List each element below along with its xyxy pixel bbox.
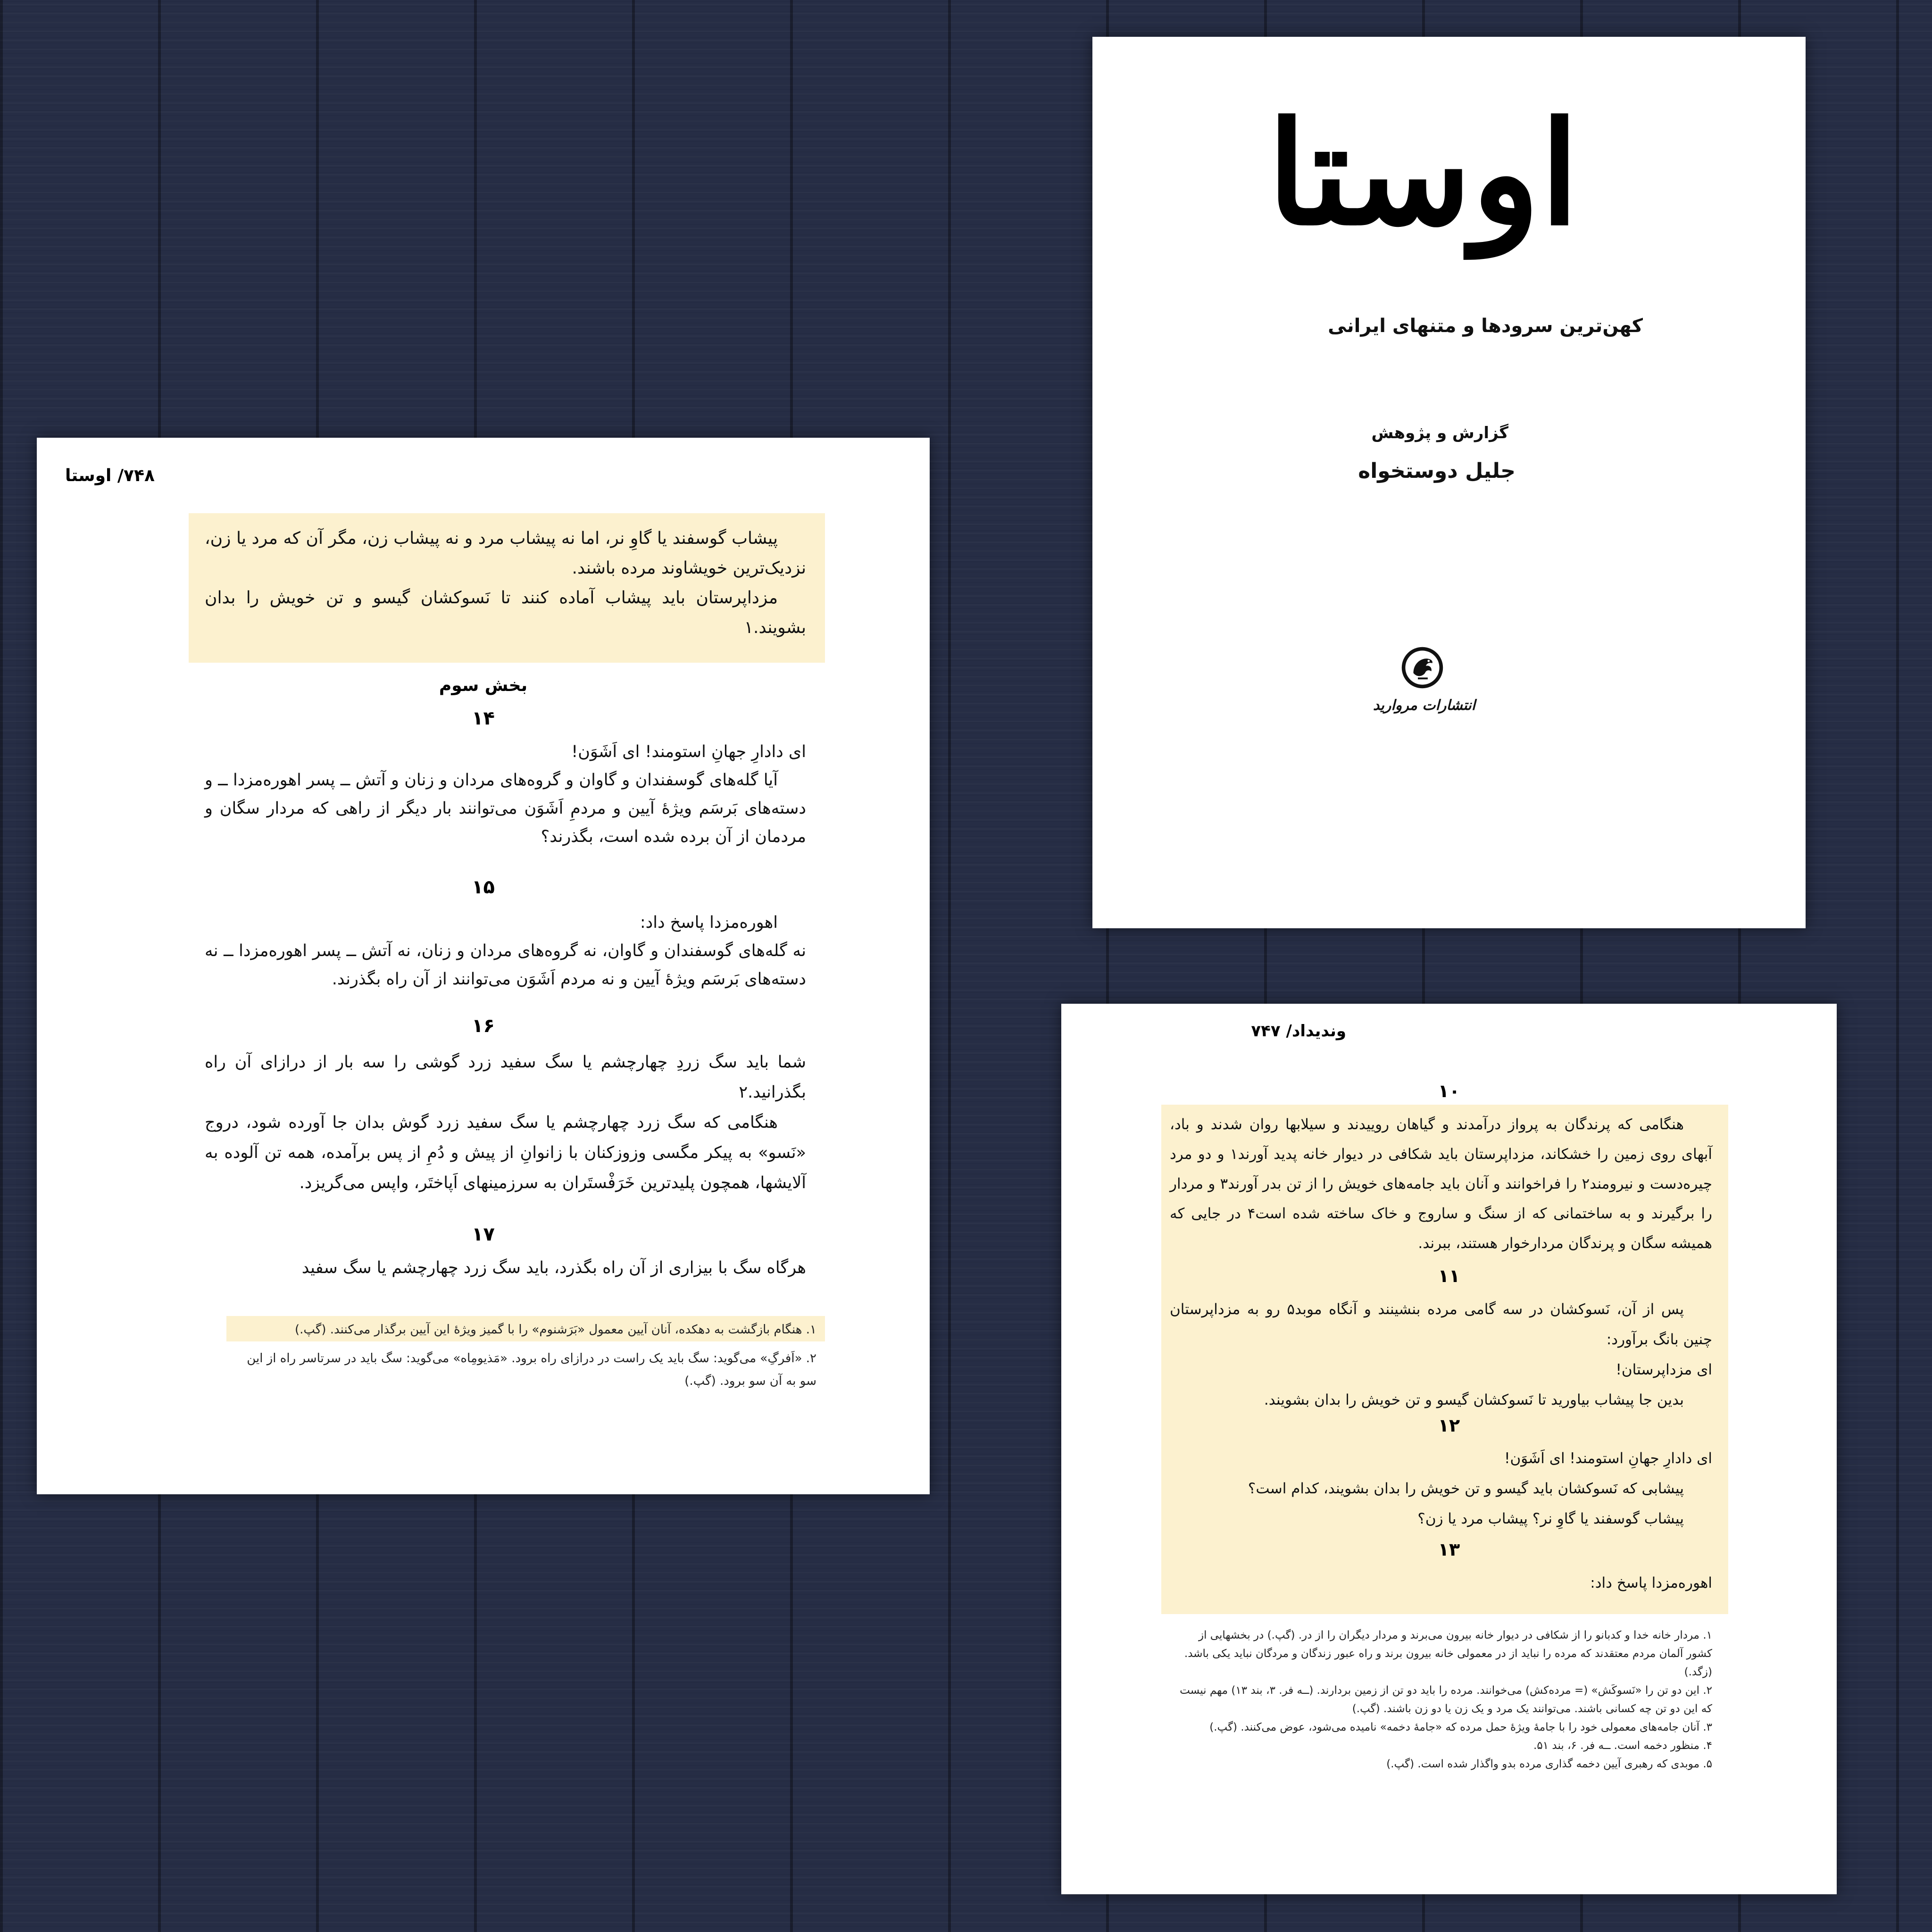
publisher-name: انتشارات مروارید (1373, 697, 1475, 714)
section-heading: بخش سوم (439, 676, 528, 695)
footnote-text: ۲. «اَفرگِ» می‌گوید: سگ باید یک راست در درازای راه برود. «مَذیومِاه» می‌گوید: سگ باید در سرتاسر راه از این سو به آن سو برود. (گپ.) (247, 1351, 816, 1388)
cover-credit-label: گزارش و پژوهش (1371, 424, 1508, 442)
footnote (231, 1321, 816, 1339)
footnote (231, 1347, 816, 1392)
book-page-748 (37, 438, 930, 1494)
paragraph: پیشاب گوسفند یا گاوِ نر؟ پیشاب مرد یا زن؟ (1417, 1510, 1684, 1527)
footnote-text: ۱. مردار خانه خدا و کدبانو را از شکافی در دیوار خانه بیرون می‌برند و مردار دیگران را از در. (گپ.) در بخشهایی از کشور آلمان مردم معتقدند که مرده را نباید از در معمولی خانه بیرون برند و راه عبور زندگان و مردگان نباید یکی باشد. (زگد.) (1184, 1629, 1712, 1678)
verse-number: ۱۱ (1438, 1266, 1460, 1286)
paragraph: مزداپرستان باید پیشاب آماده کنند تا نَسوکشان گیسو و تن خویش را بدان بشویند.۱ (205, 588, 806, 637)
verse-number: ۱۰ (1438, 1081, 1460, 1101)
running-head: وندیداد/ ۷۴۷ (1251, 1022, 1346, 1041)
running-head: ۷۴۸/ اوستا (65, 466, 155, 485)
verse-text (1170, 1568, 1712, 1598)
book-cover-page (1092, 37, 1806, 928)
verse-text (1170, 1110, 1712, 1258)
verse-number: ۱۶ (472, 1015, 495, 1037)
paragraph: اهوره‌مزدا پاسخ داد: (1590, 1574, 1712, 1591)
footnote-text: ۲. این دو تن را «نَسوکَش» (= مرده‌کش) می‌خوانند. مرده را باید دو تن از زمین بردارند. (ــه فر. ۳، بند ۱۳) مهم نیست که این دو تن چه کسانی باشند. می‌توانند یک مرد و یک زن یا دو زن باشند. (گپ.) (1180, 1684, 1712, 1715)
footnote-text: ۴. منظور دخمه است. ــه فر. ۶، بند ۵۱. (1533, 1740, 1712, 1752)
paragraph: آیا گله‌های گوسفندان و گاوان و گروه‌های مردان و زنان و آتش ــ پسر اهوره‌مزدا ــ و دسته‌های بَرسَم ویژهٔ آیین و مردمِ اَشَوَن می‌توانند بار دیگر از راهی که مردار سگان و مردمان از آن برده شده است، بگذرند؟ (205, 771, 806, 846)
paragraph: پیشاب گوسفند یا گاوِ نر، اما نه پیشاب مرد و نه پیشاب زن، مگر آن که مرد یا زن، نزدیک‌ترین خویشاوند مرده باشند. (205, 529, 806, 578)
verse-text (1170, 1443, 1712, 1534)
verse-number: ۱۵ (472, 876, 495, 898)
verse-text (1170, 1294, 1712, 1415)
paragraph: پس از آن، نَسوکشان در سه گامی مرده بنشینند و آنگاه موبد۵ رو به مزداپرستان چنین بانگ برآورد: (1170, 1301, 1712, 1348)
bird-emblem-icon (1400, 645, 1445, 690)
paragraph: پیشابی که نَسوکشان باید گیسو و تن خویش را بدان بشویند، کدام است؟ (1248, 1480, 1684, 1497)
verse-text (205, 1047, 806, 1198)
footnote-text: ۳. آنان جامه‌های معمولی خود را با جامهٔ ویژهٔ حمل مرده که «جامهٔ دخمه» نامیده می‌شود، عوض می‌کنند. (گپ.) (1209, 1721, 1712, 1733)
cover-title: اوستا (1267, 90, 1579, 257)
verse-text (205, 908, 806, 993)
verse-number: ۱۲ (1438, 1415, 1460, 1436)
paragraph: هنگامی که سگ زرد چهارچشم یا سگ سفید زرد گوش بدان جا آورده شود، دروج «نَسو» به پیکر مگسی وزوزکنان با زانوانِ از پیش و دُمِ از پس برآمده، همه تن آلوده به آلایشها، همچون پلیدترین خَرَفْستَران به سرزمینهای اَپاختَر، واپس می‌گریزد. (205, 1113, 806, 1192)
verse-number: ۱۴ (472, 708, 495, 729)
paragraph: هرگاه سگ با بیزاری از آن راه بگذرد، باید سگ زرد چهارچشم یا سگ سفید (301, 1258, 806, 1277)
cover-subtitle: کهن‌ترین سرودها و متنهای ایرانی (1328, 315, 1643, 337)
verse-number: ۱۷ (472, 1224, 495, 1245)
paragraph: اهوره‌مزدا پاسخ داد: (640, 913, 778, 932)
footnote-text: ۵. موبدی که رهبری آیین دخمه گذاری مرده بدو واگذار شده است. (گپ.) (1386, 1758, 1712, 1770)
paragraph: ای دادارِ جهانِ استومند! ای اَشَوَن! (1504, 1450, 1712, 1467)
cover-author: جلیل دوستخواه (1358, 459, 1516, 483)
paragraph: شما باید سگ زردِ چهارچشم یا سگ سفید زرد گوشی را سه بار از درازای آن راه بگذرانید.۲ (205, 1053, 806, 1102)
paragraph: نه گله‌های گوسفندان و گاوان، نه گروه‌های مردان و زنان، نه آتش ــ پسر اهوره‌مزدا ــ نه دسته‌های بَرسَم ویژهٔ آیین و نه مردم اَشَوَن می‌توانند از آن راه بگذرند. (205, 941, 806, 989)
book-page-747 (1061, 1004, 1837, 1894)
verse-number: ۱۳ (1438, 1539, 1460, 1560)
footnotes (1171, 1626, 1712, 1774)
verse-text (205, 738, 806, 851)
highlighted-text (205, 524, 806, 642)
paragraph: ای دادارِ جهانِ استومند! ای اَشَوَن! (571, 742, 806, 761)
footnote-text: ۱. هنگام بازگشت به دهکده، آنان آیین معمول «بَرَشنوم» را با گمیز ویژهٔ این آیین برگذار می‌کنند. (گپ.) (295, 1323, 816, 1337)
paragraph: هنگامی که پرندگان به پرواز درآمدند و گیاهان روییدند و سیلابها روان شدند و باد، آبهای روی زمین را خشکاند، مزداپرستان باید شکافی در دیوار خانه پدید آورند۱ و دو مرد چیره‌دست و نیرومند۲ را فراخوانند و آنان باید جامه‌های خویش را از تن بدر آورند۳ و مردار را برگیرند و به ساختمانی که از سنگ و ساروج و خاک ساخته شده است۴ در جایی که همیشه سگان و پرندگان مردارخوار هستند، ببرند. (1170, 1116, 1712, 1252)
verse-text (205, 1254, 806, 1282)
paragraph: ای مزداپرستان! (1616, 1361, 1712, 1378)
paragraph: بدین جا پیشاب بیاورید تا نَسوکشان گیسو و تن خویش را بدان بشویند. (1264, 1391, 1684, 1408)
